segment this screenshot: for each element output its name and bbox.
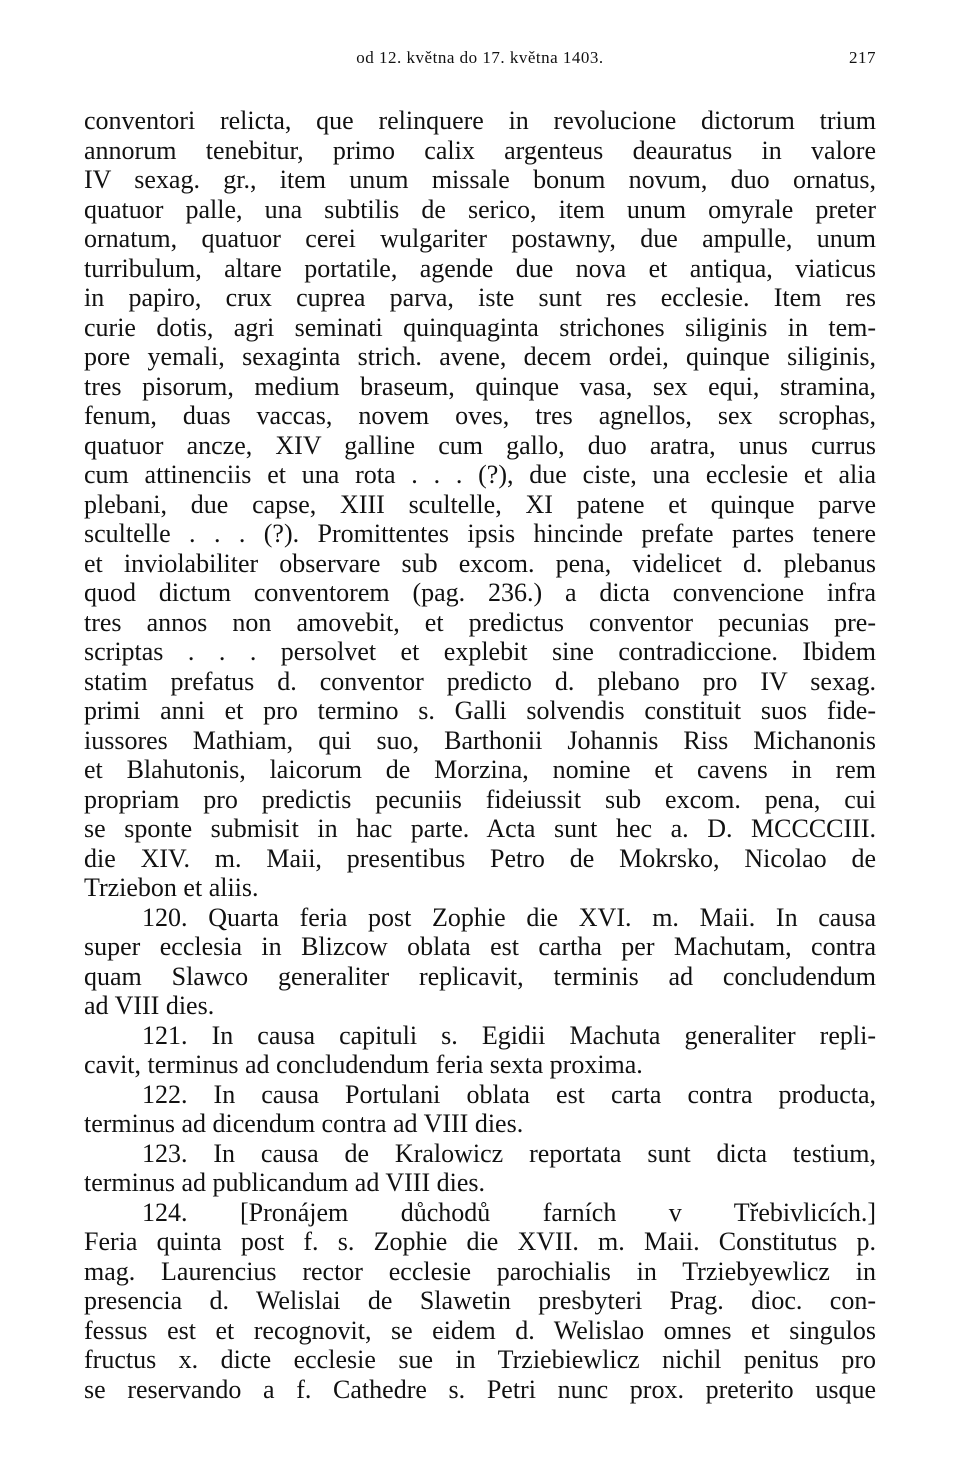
text-line: mag. Laurencius rector ecclesie parochialis in Trziebyewlicz in bbox=[84, 1256, 876, 1286]
text-line: scriptas . . . persolvet et explebit sine contradiccione. Ibidem bbox=[84, 637, 876, 666]
text-line: et inviolabiliter observare sub excom. pena, videlicet d. plebanus bbox=[84, 548, 876, 578]
text-line: cavit, terminus ad concludendum feria sexta proxima. bbox=[84, 1050, 643, 1079]
text-line: statim prefatus d. conventor predicto d. plebano pro IV sexag. bbox=[84, 666, 876, 696]
entry-line-122: 122. In causa Portulani oblata est carta contra producta, bbox=[142, 1079, 876, 1109]
text-line: et Blahutonis, laicorum de Morzina, nomine et cavens in rem bbox=[84, 755, 876, 784]
text-line: quatuor ancze, XIV galline cum gallo, duo aratra, unus currus bbox=[84, 430, 876, 460]
entry-line-120: 120. Quarta feria post Zophie die XVI. m. Maii. In causa bbox=[142, 902, 876, 932]
entry-line-121: 121. In causa capituli s. Egidii Machuta generaliter repli- bbox=[142, 1020, 876, 1050]
text-line: primi anni et pro termino s. Galli solvendis constituit suos fide- bbox=[84, 696, 876, 725]
text-line: quatuor palle, una subtilis de serico, item unum omyrale preter bbox=[84, 194, 876, 224]
text-line: conventori relicta, que relinquere in revolucione dictorum trium bbox=[84, 106, 876, 135]
body-text bbox=[84, 106, 876, 1404]
text-line: terminus ad publicandum ad VIII dies. bbox=[84, 1168, 485, 1197]
text-line: terminus ad dicendum contra ad VIII dies. bbox=[84, 1109, 524, 1138]
text-line: iussores Mathiam, qui suo, Barthonii Johannis Riss Michanonis bbox=[84, 725, 876, 755]
entry-line-123: 123. In causa de Kralowicz reportata sunt dicta testium, bbox=[142, 1138, 876, 1168]
text-line: Trziebon et aliis. bbox=[84, 873, 259, 902]
text-line: tres annos non amovebit, et predictus conventor pecunias pre- bbox=[84, 607, 876, 637]
text-line: turribulum, altare portatile, agende due nova et antiqua, viaticus bbox=[84, 253, 876, 283]
text-line: se reservando a f. Cathedre s. Petri nunc prox. preterito usque bbox=[84, 1374, 876, 1404]
text-line: fenum, duas vaccas, novem oves, tres agnellos, sex scrophas, bbox=[84, 401, 876, 430]
text-line: die XIV. m. Maii, presentibus Petro de Mokrsko, Nicolao de bbox=[84, 843, 876, 873]
text-line: Feria quinta post f. s. Zophie die XVII. m. Maii. Constitutus p. bbox=[84, 1227, 876, 1256]
text-line: quod dictum conventorem (pag. 236.) a dicta convencione infra bbox=[84, 578, 876, 607]
text-line: curie dotis, agri seminati quinquaginta strichones siliginis in tem- bbox=[84, 312, 876, 342]
running-title: od 12. května do 17. května 1403. bbox=[356, 48, 604, 67]
text-line: pore yemali, sexaginta strich. avene, decem ordei, quinque siliginis, bbox=[84, 342, 876, 371]
text-line: cum attinenciis et una rota . . . (?), due ciste, una ecclesie et alia bbox=[84, 460, 876, 489]
text-line: tres pisorum, medium braseum, quinque vasa, sex equi, stramina, bbox=[84, 371, 876, 401]
text-line: fessus est et recognovit, se eidem d. Welislao omnes et singulos bbox=[84, 1315, 876, 1345]
text-line: fructus x. dicte ecclesie sue in Trziebiewlicz nichil penitus pro bbox=[84, 1345, 876, 1374]
text-line: super ecclesia in Blizcow oblata est cartha per Machutam, contra bbox=[84, 932, 876, 961]
page-number: 217 bbox=[849, 48, 876, 67]
text-line: se sponte submisit in hac parte. Acta sunt hec a. D. MCCCCIII. bbox=[84, 814, 876, 843]
text-line: annorum tenebitur, primo calix argenteus deauratus in valore bbox=[84, 135, 876, 165]
text-line: in papiro, crux cuprea parva, iste sunt res ecclesie. Item res bbox=[84, 283, 876, 312]
text-line: scultelle . . . (?). Promittentes ipsis hincinde prefate partes tenere bbox=[84, 519, 876, 548]
page-header bbox=[84, 48, 876, 72]
text-line: plebani, due capse, XIII scultelle, XI patene et quinque parve bbox=[84, 489, 876, 519]
text-line: ad VIII dies. bbox=[84, 991, 215, 1020]
text-line: propriam pro predictis pecuniis fideiussit sub excom. pena, cui bbox=[84, 784, 876, 814]
text-line: ornatum, quatuor cerei wulgariter postawny, due ampulle, unum bbox=[84, 224, 876, 253]
entry-line-124: 124. [Pronájem důchodů farních v Třebivlicích.] bbox=[142, 1197, 876, 1227]
text-line: IV sexag. gr., item unum missale bonum novum, duo ornatus, bbox=[84, 165, 876, 194]
text-line: quam Slawco generaliter replicavit, terminis ad concludendum bbox=[84, 961, 876, 991]
text-line: presencia d. Welislai de Slawetin presbyteri Prag. dioc. con- bbox=[84, 1286, 876, 1315]
